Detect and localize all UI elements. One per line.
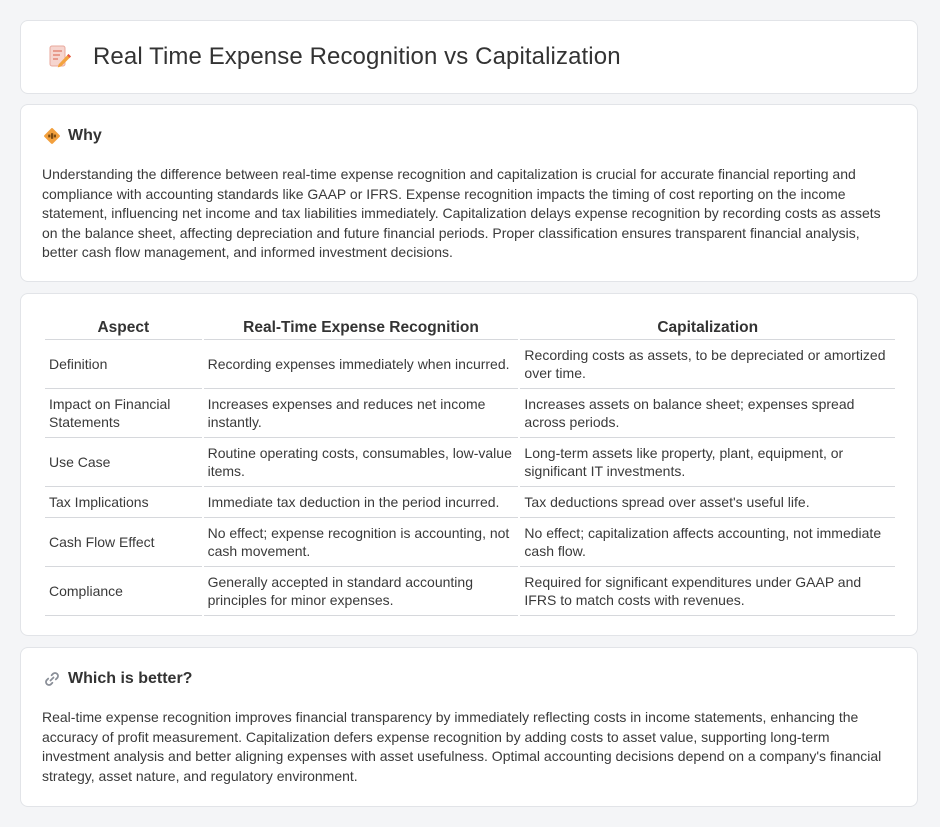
row-expense-recognition: Recording expenses immediately when incurred. [204, 340, 519, 389]
row-aspect: Definition [45, 340, 202, 389]
row-aspect: Impact on Financial Statements [45, 389, 202, 438]
table-header-row [45, 318, 895, 340]
header-card [20, 20, 918, 94]
table-row [45, 518, 895, 567]
page-title: Real Time Expense Recognition vs Capitalization [93, 43, 621, 70]
table-row [45, 389, 895, 438]
row-capitalization: Long-term assets like property, plant, equipment, or significant IT investments. [520, 438, 895, 487]
comparison-table [43, 318, 897, 616]
row-aspect: Use Case [45, 438, 202, 487]
why-text: Understanding the difference between real-time expense recognition and capitalization is crucial for accurate financial reporting and compliance with accounting standards like GAAP or IFRS. Expense recognition impacts the timing of cost reporting on the income statement, influencing net income and tax liabilities immediately. Capitalization delays expense recognition by recording costs as assets on the balance sheet, affecting depreciation and future financial periods. Proper classification ensures transparent financial analysis, better cash flow management, and informed investment decisions. [42, 166, 881, 260]
row-aspect: Tax Implications [45, 487, 202, 518]
document-pencil-icon [45, 43, 93, 71]
why-title: Why [68, 127, 102, 144]
table-row [45, 487, 895, 518]
row-capitalization: No effect; capitalization affects accounting, not immediate cash flow. [520, 518, 895, 567]
why-heading [43, 127, 102, 145]
row-expense-recognition: Generally accepted in standard accounting principles for minor expenses. [204, 567, 519, 616]
row-capitalization: Recording costs as assets, to be depreciated or amortized over time. [520, 340, 895, 389]
better-heading [43, 670, 192, 688]
row-expense-recognition: No effect; expense recognition is accounting, not cash movement. [204, 518, 519, 567]
row-capitalization: Increases assets on balance sheet; expenses spread across periods. [520, 389, 895, 438]
title-row [45, 43, 621, 71]
row-expense-recognition: Increases expenses and reduces net income instantly. [204, 389, 519, 438]
which-is-better-section [20, 647, 918, 807]
diamond-sign-icon [43, 127, 61, 145]
row-expense-recognition: Immediate tax deduction in the period incurred. [204, 487, 519, 518]
column-header-capitalization: Capitalization [520, 318, 895, 340]
row-capitalization: Required for significant expenditures under GAAP and IFRS to match costs with revenues. [520, 567, 895, 616]
column-header-expense-recognition: Real-Time Expense Recognition [204, 318, 519, 340]
comparison-section [20, 293, 918, 636]
better-title: Which is better? [68, 670, 193, 687]
table-row [45, 340, 895, 389]
better-text: Real-time expense recognition improves financial transparency by immediately reflecting costs in income statements, enhancing the accuracy of profit measurement. Capitalization defers expense recognition by adding costs to asset value, supporting long-term investment analysis and better aligning expenses with asset usefulness. Optimal accounting decisions depend on a company's financial strategy, asset nature, and regulatory environment. [42, 709, 882, 784]
row-capitalization: Tax deductions spread over asset's useful life. [520, 487, 895, 518]
link-icon [43, 670, 61, 688]
table-row [45, 438, 895, 487]
row-expense-recognition: Routine operating costs, consumables, low-value items. [204, 438, 519, 487]
why-section [20, 104, 918, 282]
table-row [45, 567, 895, 616]
column-header-aspect: Aspect [45, 318, 202, 340]
row-aspect: Cash Flow Effect [45, 518, 202, 567]
row-aspect: Compliance [45, 567, 202, 616]
